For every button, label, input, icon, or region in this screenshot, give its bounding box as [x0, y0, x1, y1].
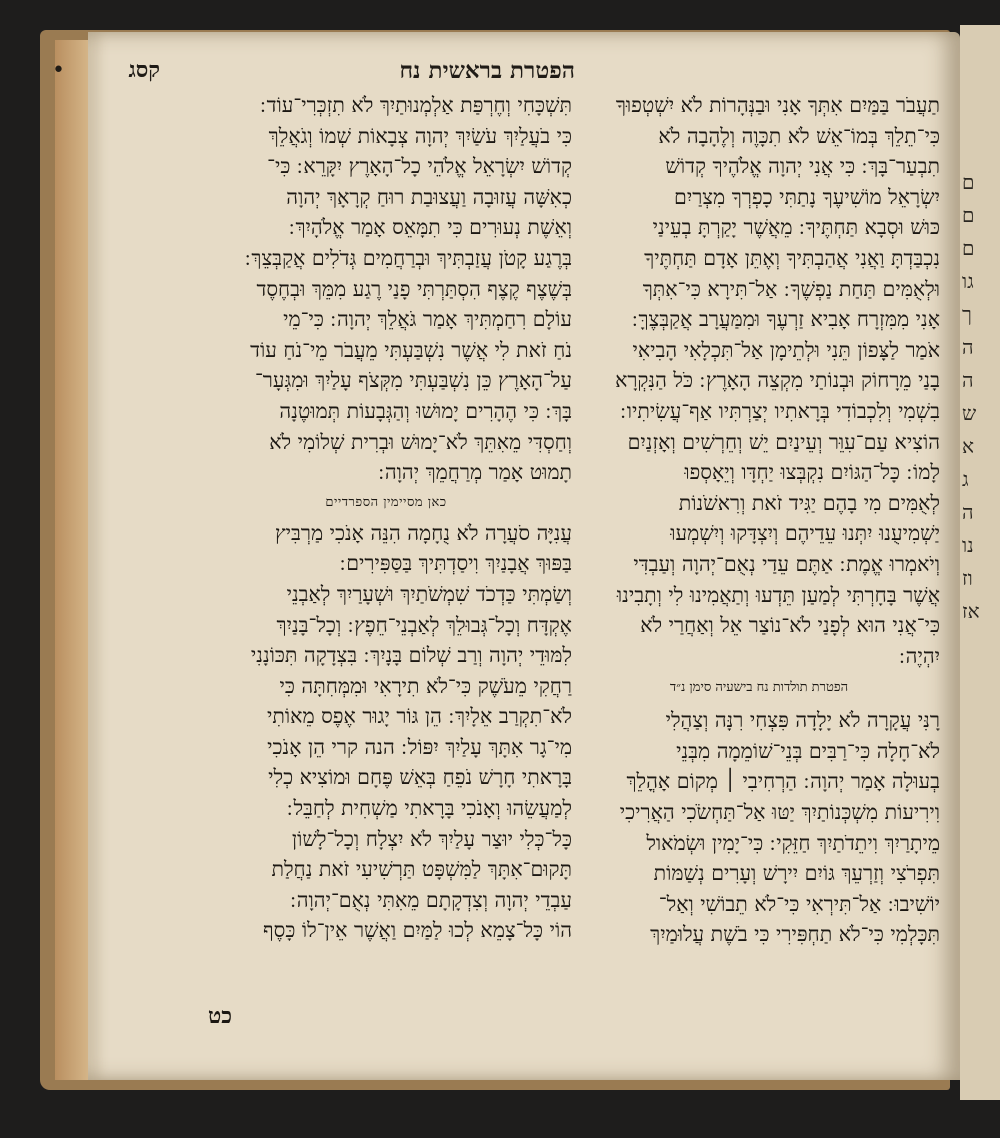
text-line: אֲשֶׁר בָּחָרְתִּי לְמַעַן תֵּדְעוּ וְתַאֲמִינוּ לִי וְתָבִינוּ [616, 582, 940, 607]
adjacent-page-fragment: אז [962, 599, 980, 623]
folio-number: קסג [128, 57, 160, 83]
text-line: יוֹשִׁיבוּ ׃ אַל־תִּירְאִי כִּי־לֹא תֵבוֹשִׁי וְאַל־ [658, 891, 940, 916]
text-line: בְעוּלָה אָמַר יְהוָה ׃ הַרְחִיבִי ׀ מְקוֹם אָהֳלֵךְ [626, 769, 940, 794]
text-line: וְשַׂמְתִּי כַּדְכֹד שִׁמְשֹׁתַיִךְ וּשְׁעָרַיִךְ לְאַבְנֵי [286, 581, 572, 606]
right-text-column [578, 90, 940, 950]
text-line: כָּל־כְּלִי יוּצַר עָלַיִךְ לֹא יִצְלָח וְכָל־לָשׁוֹן [291, 826, 572, 851]
text-line: בָּךְ ׃ כִּי הֶהָרִים יָמוּשׁוּ וְהַגְּבָעוֹת תְּמוּטֶנָה [279, 398, 572, 423]
text-line: וִירִיעוֹת מִשְׁכְּנוֹתַיִךְ יַטּוּ אַל־תַּחְשֹׂכִי הַאֲרִיכִי [619, 800, 940, 825]
text-line: עַבְדֵי יְהוָה וְצִדְקָתָם מֵאִתִּי נְאֻם־יְהוָה ׃ [290, 887, 572, 912]
text-line: הוֹצִיא עַם־עִוֵּר וְעֵינַיִם יֵשׁ וְחֵרְשִׁים וְאָזְנַיִם [627, 429, 940, 454]
adjacent-page-fragment: נו [962, 533, 974, 557]
text-line: רָנִּי עֲקָרָה לֹא יָלָדָה פִּצְחִי רִנָּה וְצַהֲלִי [665, 708, 940, 733]
text-line: מִי־גָר אִתָּךְ עָלַיִךְ יִפּוֹל ׃ הנה קרי הֵן אָנֹכִי [267, 734, 572, 759]
text-line: תִּפְרֹצִי וְזַרְעֵךְ גּוֹיִם יִירָשׁ וְעָרִים נְשַׁמּוֹת [653, 861, 940, 886]
adjacent-page-fragment: ש [962, 401, 977, 425]
adjacent-page-fragment: א [962, 434, 975, 458]
text-line: יַשְׁמִיעֻנוּ יִתְּנוּ עֵדֵיהֶם וְיִצְדָּקוּ וְיִשְׁמְעוּ [670, 521, 940, 546]
text-line: תָמוּט אָמַר מְרַחֲמֵךְ יְהוָה ׃ [378, 460, 572, 485]
left-text-column [200, 90, 572, 946]
text-line: בָנַי מֵרָחוֹק וּבְנוֹתַי מִקְצֵה הָאָרֶץ ׃ כֹּל הַנִּקְרָא [615, 368, 940, 393]
text-line: נֹחַ זֹאת לִי אֲשֶׁר נִשְׁבַּעְתִּי מֵעֲבֹר מֵי־נֹחַ עוֹד [250, 337, 572, 362]
text-line: לְאֻמִּים מִי בָהֶם יַגִּיד זֹאת וְרִאשֹׁנוֹת [678, 490, 940, 515]
adjacent-page-fragment: ך [962, 302, 972, 326]
text-line: עֲנִיָּה סֹעֲרָה לֹא נֻחָמָה הִנֵּה אָנֹכִי מַרְבִּיץ [274, 520, 572, 545]
header-dot: • [52, 57, 65, 83]
text-line: תִּשְׁכָּחִי וְחֶרְפַּת אַלְמְנוּתַיִךְ לֹא תִזְכְּרִי־עוֹד ׃ [260, 93, 572, 117]
adjacent-page-fragment: ם [962, 236, 975, 260]
text-line: בְּרֶגַע קָטֹן עֲזַבְתִּיךְ וּבְרַחֲמִים גְּדֹלִים אֲקַבְּצֵךְ ׃ [244, 245, 572, 270]
text-line: יִשְׂרָאֵל מוֹשִׁיעֶךָ נָתַתִּי כָפְרְךָ מִצְרַיִם [674, 184, 940, 209]
adjacent-page-fragment: ם [962, 203, 975, 227]
adjacent-page-fragment: וז [962, 566, 973, 590]
text-line: וְחַסְדִּי מֵאִתֵּךְ לֹא־יָמוּשׁ וּבְרִית שְׁלוֹמִי לֹא [269, 429, 572, 454]
text-line: יִהְיֶה ׃ [899, 643, 940, 668]
text-line: נִכְבַּדְתָּ וַאֲנִי אֲהַבְתִּיךָ וְאֶתֵּן אָדָם תַּחְתֶּיךָ [644, 245, 940, 270]
text-line: וּלְאֻמִּים תַּחַת נַפְשֶׁךָ ׃ אַל־תִּירָא כִּי־אִתְּךָ [642, 276, 940, 301]
text-line: הוֹי כָּל־צָמֵא לְכוּ לַמַּיִם וַאֲשֶׁר אֵין־לוֹ כָּסֶף [263, 918, 572, 943]
text-line: כּוּשׁ וּסְבָא תַּחְתֶּיךָ ׃ מֵאֲשֶׁר יָקַרְתָּ בְעֵינַי [652, 215, 940, 240]
text-line: עוֹלָם רִחַמְתִּיךְ אָמַר גֹּאֲלֵךְ יְהוָה ׃ כִּי־מֵי [283, 307, 572, 332]
text-line: מֵיתָרַיִךְ וִיתֵדֹתַיִךְ חַזֵּקִי ׃ כִּי־יָמִין וּשְׂמֹאול [646, 830, 940, 855]
text-line: קְדוֹשׁ יִשְׂרָאֵל אֱלֹהֵי כָל־הָאָרֶץ יִקָּרֵא ׃ כִּי־ [267, 154, 572, 179]
text-line: אָנִי מִמִּזְרָח אָבִיא זַרְעֶךָ וּמִמַּעֲרָב אֲקַבְּצֶךָּ ׃ [631, 307, 940, 332]
adjacent-page-fragment: גו [962, 269, 974, 293]
text-line: תִבְעַר־בָּךְ ׃ כִּי אֲנִי יְהוָה אֱלֹהֶיךָ קְדוֹשׁ [665, 154, 940, 179]
text-line: בָּרָאתִי חָרָשׁ נֹפֵחַ בְּאֵשׁ פֶּחָם וּמוֹצִיא כְלִי [268, 765, 572, 790]
text-line: תַעֲבֹר בַּמַּיִם אִתְּךָ אָנִי וּבַנְּהָרוֹת לֹא יִשְׁטְפוּךָ [615, 93, 940, 117]
adjacent-page-fragment: ה [962, 335, 974, 359]
running-title: הפטרת בראשית נח [399, 56, 575, 84]
haftarah-heading: הפטרת תולדות נח בישעיה סימן נ״ד [669, 680, 849, 696]
text-line: עַל־הָאָרֶץ כֵּן נִשְׁבַּעְתִּי מִקְּצֹף עָלַיִךְ וּמִגְּעָר־ [254, 368, 572, 393]
text-line: בִשְׁמִי וְלִכְבוֹדִי בְּרָאתִיו יְצַרְתִּיו אַף־עֲשִׂיתִיו ׃ [620, 398, 940, 423]
text-line: וְיֹאמְרוּ אֱמֶת ׃ אַתֶּם עֵדַי נְאֻם־יְהוָה וְעַבְדִּי [633, 551, 940, 576]
adjacent-page-fragment: ה [962, 368, 974, 392]
text-line: תִּכָּלְמִי כִּי־לֹא תַחְפִּירִי כִּי בֹשֶׁת עֲלוּמַיִךְ [650, 922, 940, 947]
text-line: לְמַעֲשֵׂהוּ וְאָנֹכִי בָּרָאתִי מַשְׁחִית לְחַבֵּל ׃ [286, 796, 572, 821]
text-line: לֹא־תִקְרַב אֵלָיִךְ ׃ הֵן גּוֹר יָגוּר אֶפֶס מֵאוֹתִי [267, 704, 572, 729]
catchword: כט [208, 1003, 233, 1029]
text-line: לִמּוּדֵי יְהוָה וְרַב שְׁלוֹם בָּנָיִךְ ׃ בִּצְדָקָה תִּכּוֹנָנִי [250, 643, 572, 668]
page-header [52, 50, 860, 90]
adjacent-page-fragment: ה [962, 500, 974, 524]
text-line: כִּי־תֵלֵךְ בְּמוֹ־אֵשׁ לֹא תִכָּוֶה וְלֶהָבָה לֹא [658, 123, 940, 148]
text-line: כְאִשָּׁה עֲזוּבָה וַעֲצוּבַת רוּחַ קְרָאָךְ יְהוָה [286, 184, 572, 209]
adjacent-page-fragment: ג [962, 467, 969, 491]
text-line: בַּפּוּךְ אֲבָנַיִךְ וִיסַדְתִּיךְ בַּסַּפִּירִים ׃ [339, 551, 572, 576]
text-line: בְּשֶׁצֶף קֶצֶף הִסְתַּרְתִּי פָנַי רֶגַע מִמֵּךְ וּבְחֶסֶד [256, 276, 572, 301]
text-line: תָּקוּם־אִתָּךְ לַמִּשְׁפָּט תַּרְשִׁיעִי זֹאת נַחֲלַת [271, 857, 572, 882]
text-line: לֹא־חָלָה כִּי־רַבִּים בְּנֵי־שׁוֹמֵמָה מִבְּנֵי [676, 738, 940, 763]
adjacent-page [960, 25, 1000, 1100]
adjacent-page-fragment: ם [962, 170, 975, 194]
text-line: אֶקְדָּח וְכָל־גְּבוּלֵךְ לְאַבְנֵי־חֵפֶץ ׃ וְכָל־בָּנַיִךְ [276, 612, 572, 637]
sephardic-note: כאן מסיימין הספרדיים [325, 494, 447, 510]
text-line: כִּי־אֲנִי הוּא לְפָנַי לֹא־נוֹצַר אֵל וְאַחֲרַי לֹא [640, 613, 940, 638]
text-line: כִּי בֹעֲלַיִךְ עֹשַׂיִךְ יְהוָה צְבָאוֹת שְׁמוֹ וְגֹאֲלֵךְ [268, 123, 572, 148]
text-line: אֹמַר לַצָּפוֹן תֵּנִי וּלְתֵימָן אַל־תִּכְלָאִי הָבִיאִי [632, 337, 940, 362]
text-line: רַחֲקִי מֵעֹשֶׁק כִּי־לֹא תִירָאִי וּמִמְּחִתָּה כִּי [279, 673, 572, 698]
text-line: וְאֵשֶׁת נְעוּרִים כִּי תִמָּאֵס אָמַר אֱלֹהָיִךְ ׃ [288, 215, 572, 240]
text-line: לָמוֹ ׃ כָּל־הַגּוֹיִם נִקְבְּצוּ יַחְדָּו וְיֵאָסְפוּ [684, 460, 940, 485]
